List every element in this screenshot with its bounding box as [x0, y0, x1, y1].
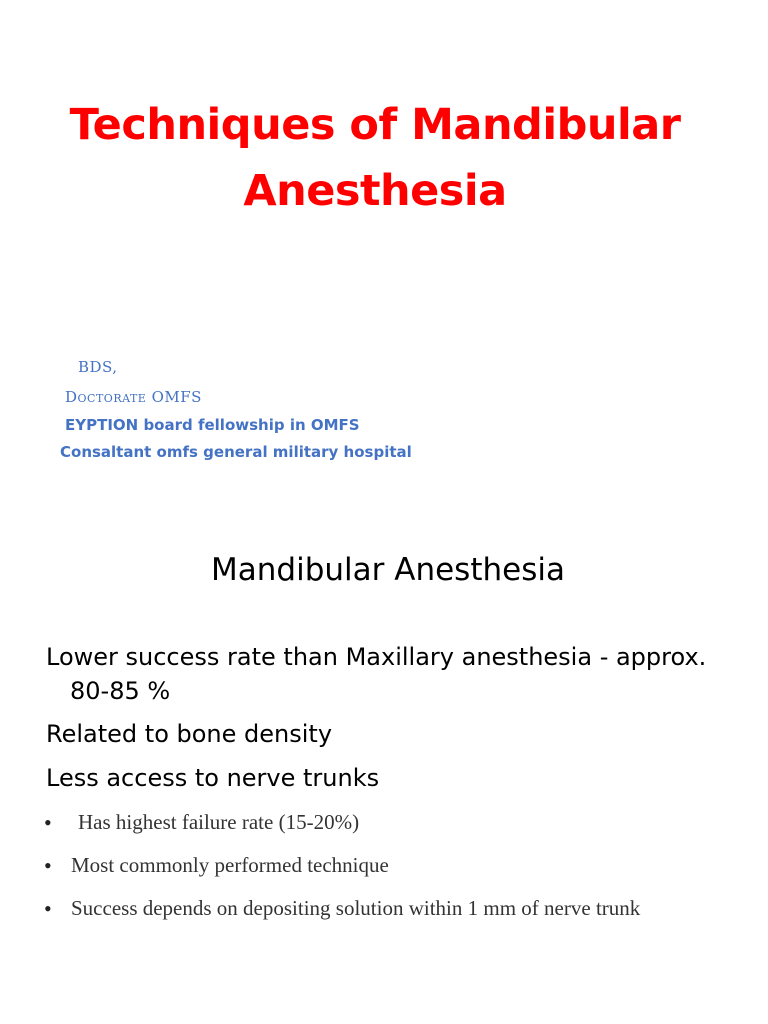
success-rate-line-1: Lower success rate than Maxillary anesthesia - approx.	[46, 643, 707, 671]
slide-title-line-1: Techniques of Mandibular	[69, 100, 681, 150]
nerve-access-paragraph: Less access to nerve trunks	[46, 764, 380, 792]
list-item-text: Most commonly performed technique	[71, 853, 389, 877]
bone-density-paragraph: Related to bone density	[46, 720, 333, 748]
bullet-icon: •	[44, 853, 52, 878]
success-rate-line-2: 80-85 %	[70, 677, 171, 705]
bullet-icon: •	[44, 810, 52, 835]
list-item	[44, 804, 724, 841]
credential-doctorate: Doctorate OMFS	[65, 388, 202, 406]
credential-position: Consaltant omfs general military hospital	[60, 443, 412, 461]
slide-title-line-2: Anesthesia	[243, 166, 507, 216]
list-item-text: Success depends on depositing solution within 1 mm of nerve trunk	[71, 896, 641, 920]
section-title: Mandibular Anesthesia	[211, 552, 565, 588]
list-item	[44, 847, 724, 884]
slide-title	[0, 92, 750, 224]
credential-fellowship: EYPTION board fellowship in OMFS	[65, 416, 360, 434]
bullet-icon: •	[44, 896, 52, 921]
credential-degree: BDS,	[78, 358, 118, 376]
list-item	[44, 890, 724, 927]
list-item-text: Has highest failure rate (15-20%)	[78, 810, 360, 834]
bullet-list	[44, 804, 724, 933]
success-rate-paragraph	[46, 640, 746, 708]
